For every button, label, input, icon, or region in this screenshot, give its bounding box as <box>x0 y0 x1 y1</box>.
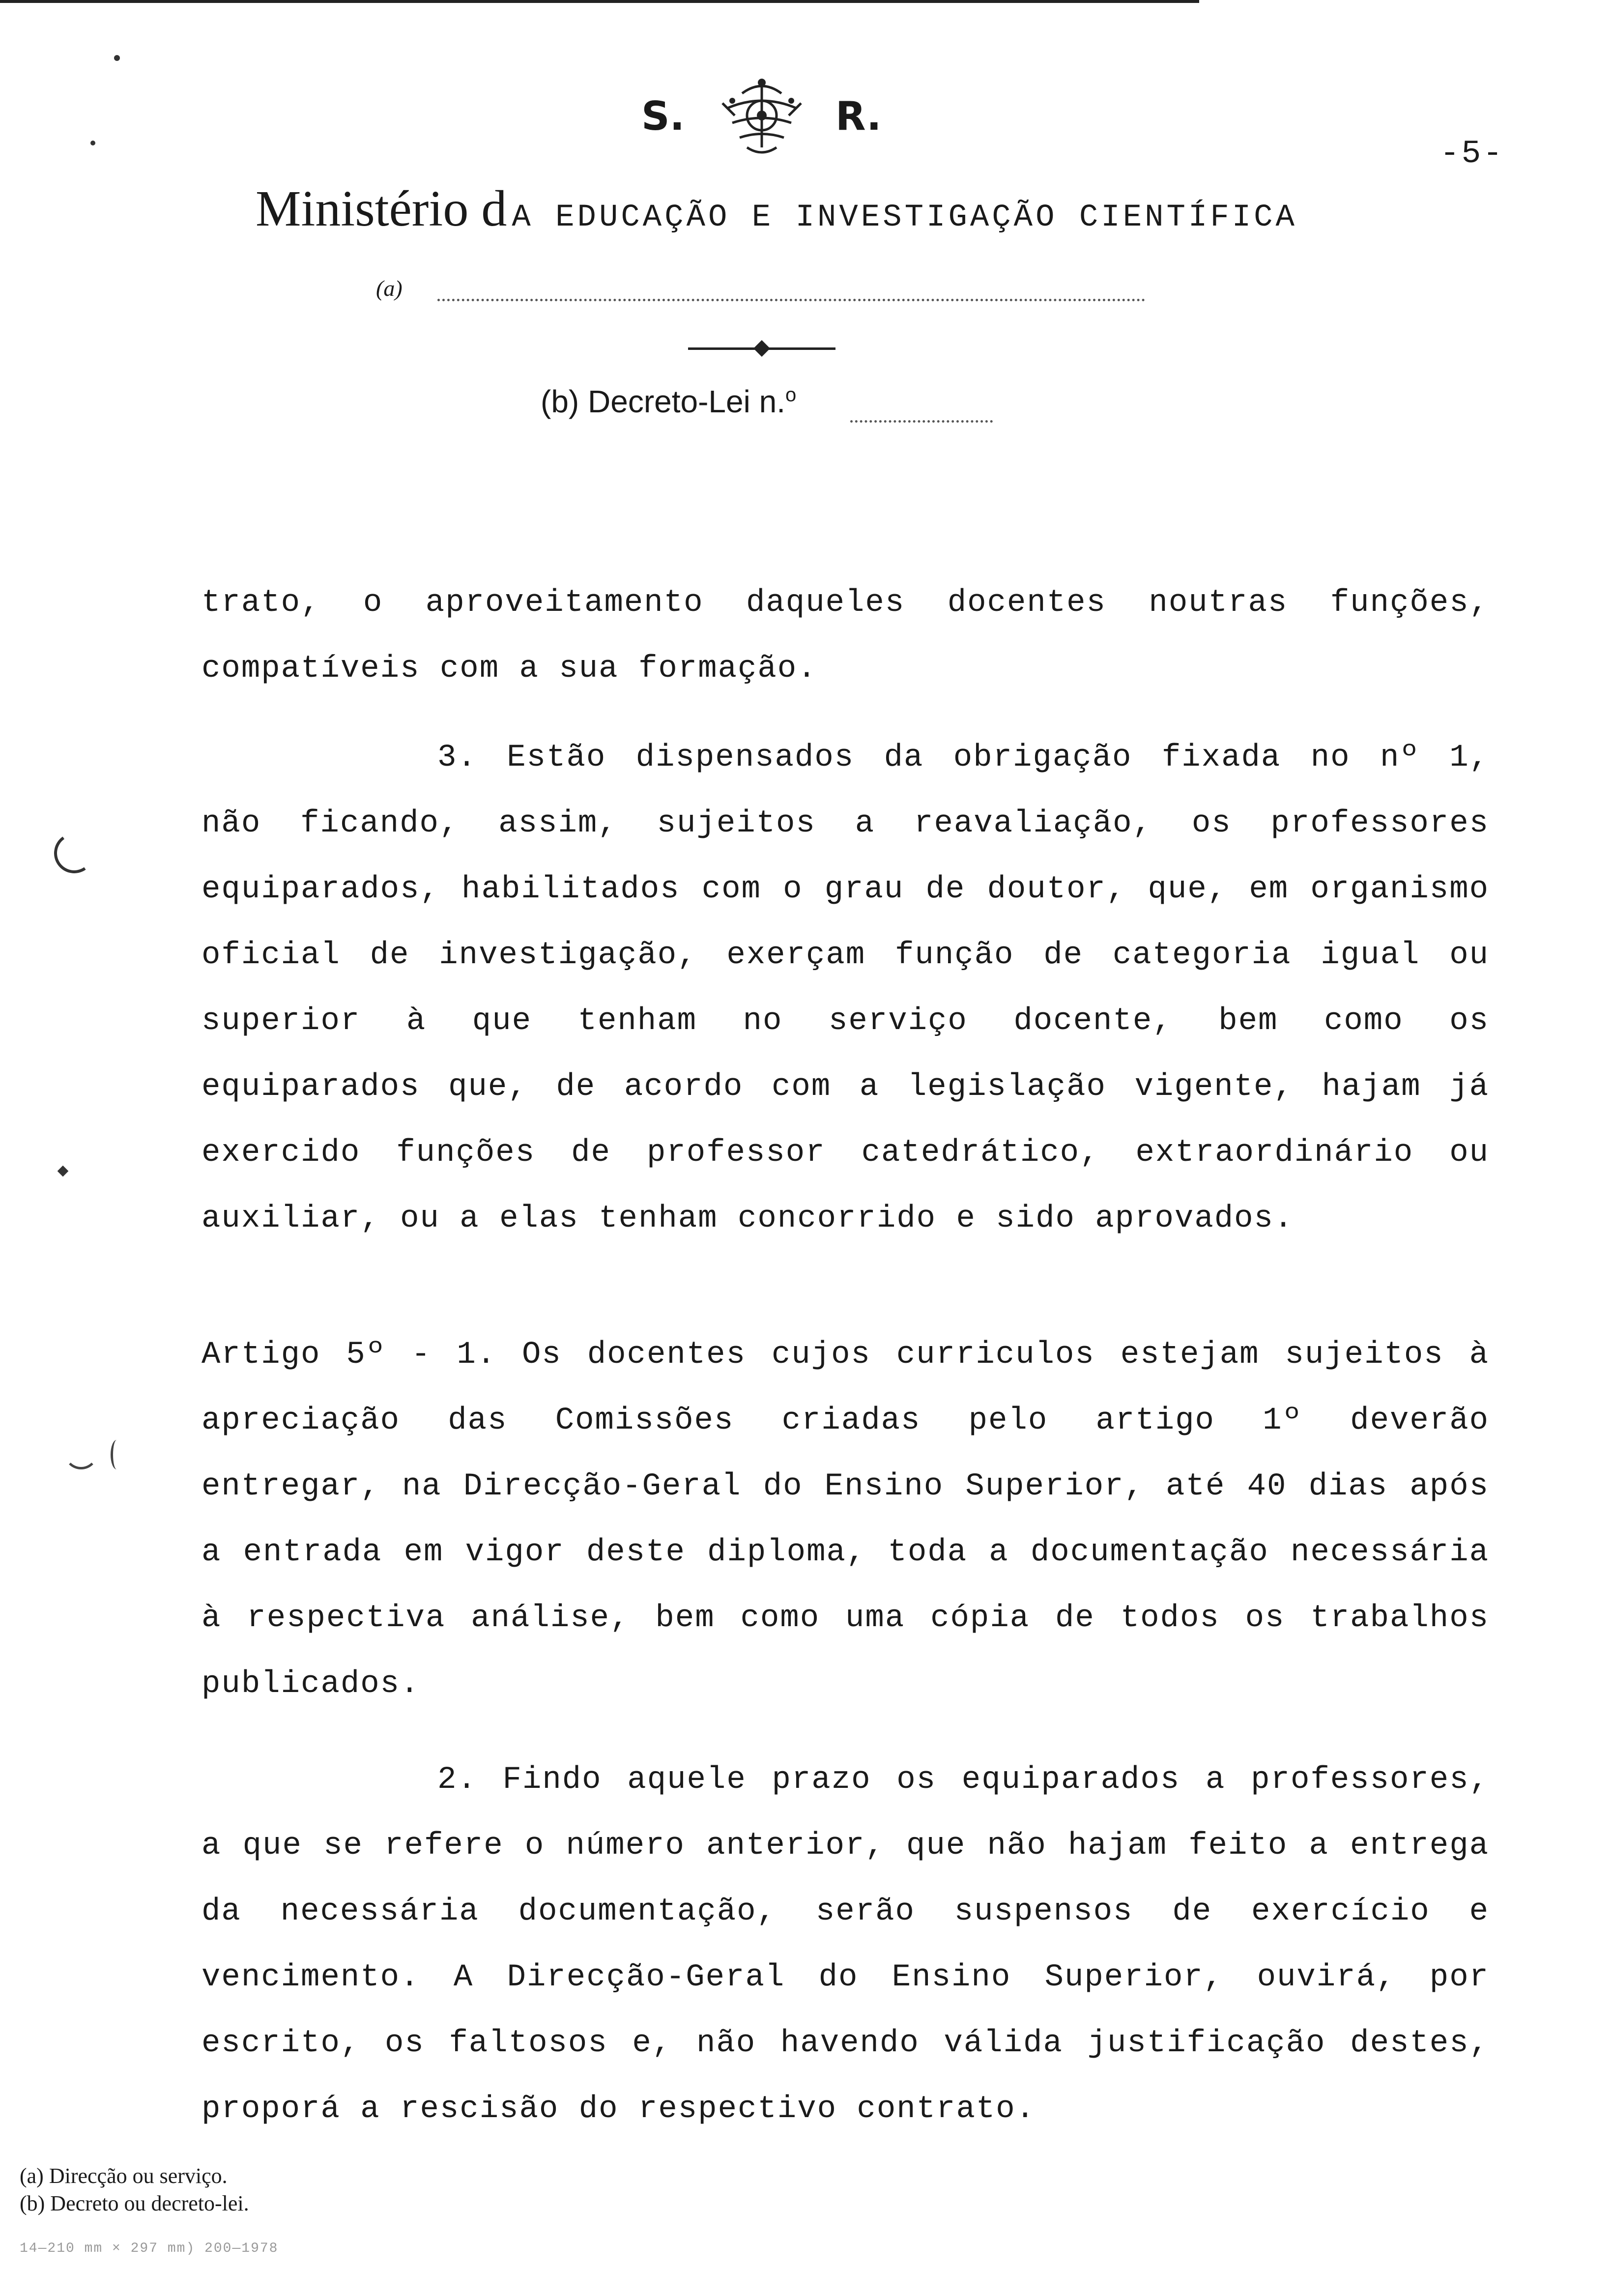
field-a-marker: (a) <box>376 276 403 301</box>
page-number: -5- <box>1440 135 1504 172</box>
margin-dot-mark <box>114 55 120 61</box>
margin-handwritten-mark <box>111 1440 123 1469</box>
paragraph-item-3: 3. Estão dispensados da obrigação fixada no nº 1, não ficando, assim, sujeitos a reavaliação, os professores equiparados, habilitados com o grau de doutor, que, em organismo oficial de investigação, exerçam função de categoria igual ou superior à que tenham no serviço docente, bem como os equiparados que, de acordo com a legislação vigente, hajam já exercido funções de professor catedrático, extraordinário ou auxiliar, ou a elas tenham concorrido e sido aprovados. <box>202 740 1489 1236</box>
footnote-b: (b) Decreto ou decreto-lei. <box>20 2191 249 2215</box>
coat-of-arms-icon <box>713 74 811 157</box>
ministry-prefix: Ministério d <box>256 180 507 237</box>
decree-number-dotted-line <box>850 420 993 423</box>
header-letter-r: R. <box>835 93 882 139</box>
paragraph-article-5-item-1: Artigo 5º - 1. Os docentes cujos curriculos estejam sujeitos à apreciação das Comissões criadas pelo artigo 1º deverão entregar, na Direcção-Geral do Ensino Superior, até 40 dias após a entrada em vigor deste diploma, toda a documentação necessária à respectiva análise, bem como uma cópia de todos os trabalhos publicados. <box>202 1337 1489 1702</box>
field-a-dotted-line <box>437 299 1145 301</box>
margin-handwritten-mark <box>51 830 98 877</box>
ministry-heading <box>256 179 1297 238</box>
print-mark: 14—210 mm × 297 mm) 200—1978 <box>20 2241 279 2256</box>
margin-dot-mark <box>90 141 95 145</box>
decree-line <box>541 383 796 420</box>
top-border-line <box>0 0 1199 3</box>
header-letter-s: S. <box>641 93 685 139</box>
footnotes <box>20 2162 249 2217</box>
divider-diamond-icon <box>753 340 770 357</box>
paragraph-article-5-item-2: 2. Findo aquele prazo os equiparados a professores, a que se refere o número anterior, que não hajam feito a entrega da necessária documentação, serão suspensos de exercício e vencimento. A Direcção-Geral do Ensino Superior, ouvirá, por escrito, os faltosos e, não havendo válida justificação destes, proporá a rescisão do respectivo contrato. <box>202 1762 1489 2127</box>
ministry-name: A EDUCAÇÃO E INVESTIGAÇÃO CIENTÍFICA <box>512 200 1297 235</box>
decree-marker: (b) <box>541 384 579 419</box>
footnote-a: (a) Direcção ou serviço. <box>20 2164 228 2188</box>
margin-handwritten-mark <box>64 1435 98 1469</box>
decree-degree: o <box>785 384 797 406</box>
margin-arrow-mark <box>58 1166 69 1177</box>
paragraph-continuation: trato, o aproveitamento daqueles docentes noutras funções, compatíveis com a sua formação. <box>202 585 1489 687</box>
decree-label: Decreto-Lei n. <box>588 384 785 419</box>
